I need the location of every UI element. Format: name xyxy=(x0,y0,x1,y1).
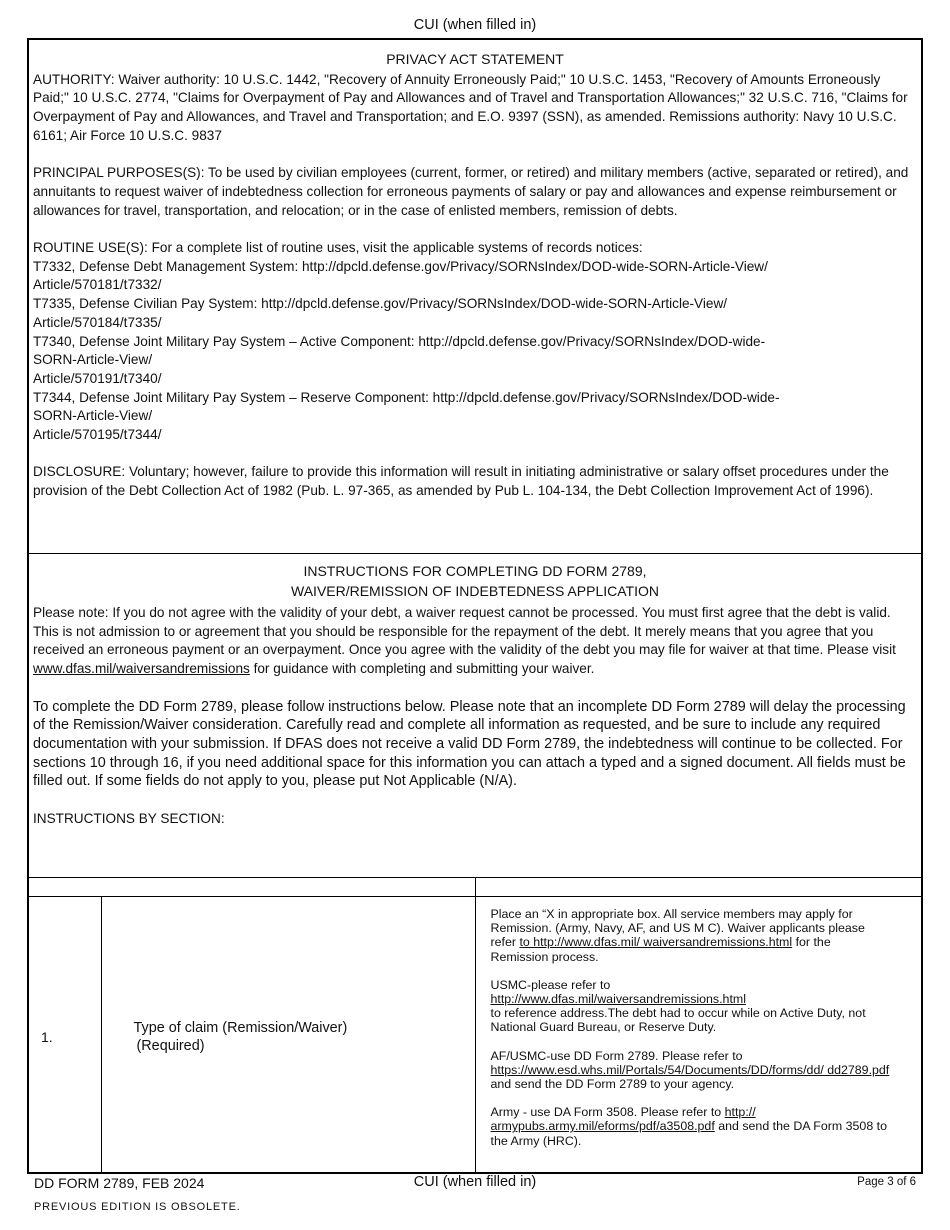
routine-line: SORN-Article-View/ xyxy=(33,408,153,424)
note-text: Please note: If you do not agree with the validity of your debt, a waiver request cannot be processed. You must first agree that the debt is valid. This is not admission to or agreement that you should be responsible for the repayment of the debt. It merely means that you agree that you received an erroneous payment or an overpayment. Once you agree with the validity of the debt you may file for waiver at that time. Please visit xyxy=(33,605,896,658)
routine-text: For a complete list of routine uses, visit the applicable systems of records notices: xyxy=(151,240,643,255)
privacy-act-statement xyxy=(29,40,921,554)
section-label: Type of claim (Remission/Waiver) xyxy=(133,1019,348,1036)
section-detail xyxy=(475,897,921,1175)
routine-line: T7340, Defense Joint Military Pay System – Active Component: http://dpcld.defense.gov/Privacy/SORNsIndex/DOD-wide- xyxy=(33,333,766,349)
waivers-link[interactable]: www.dfas.mil/waiversandremissions xyxy=(33,661,250,677)
authority-label: AUTHORITY: xyxy=(33,71,115,87)
page-number: Page 3 of 6 xyxy=(857,1176,916,1188)
table-header-spacer xyxy=(29,878,921,897)
please-note-paragraph xyxy=(33,604,917,679)
instructions-title xyxy=(33,562,917,601)
routine-line: SORN-Article-View/ xyxy=(33,352,153,368)
cui-marking-bottom: CUI (when filled in) xyxy=(413,1174,537,1190)
purposes-text: To be used by civilian employees (current, former, or retired) and military members (active, separated or retired), and annuitants to request waiver of indebtedness collection for erroneous payments of salary or pay and allowances and expense reimbursement or allowances for travel, transportation, and relocation; or in the case of enlisted members, remission of debts. xyxy=(33,165,909,218)
obsolete-notice: PREVIOUS EDITION IS OBSOLETE. xyxy=(34,1201,241,1213)
da3508-form-link[interactable]: http:// armypubs.army.mil/eforms/pdf/a3508.pdf xyxy=(490,1105,756,1134)
authority-paragraph xyxy=(33,71,917,146)
instructions-title-line2: WAIVER/REMISSION OF INDEBTEDNESS APPLICATION xyxy=(291,582,659,599)
routine-line: T7332, Defense Debt Management System: http://dpcld.defense.gov/Privacy/SORNsIndex/DOD-wide-SORN-Article-View/ xyxy=(33,258,768,274)
complete-instructions-paragraph: To complete the DD Form 2789, please follow instructions below. Please note that an incomplete DD Form 2789 will delay the processing of the Remission/Waiver consideration. Carefully read and complete all information as requested, and be sure to include any required documentation with your submission. If DFAS does not receive a valid DD Form 2789, the indebtedness will continue to be collected. For sections 10 through 16, if you need additional space for this information you can attach a typed and a signed document. All fields must be filled out. If some fields do not apply to you, please put Not Applicable (N/A). xyxy=(33,698,906,790)
routine-line: Article/570191/t7340/ xyxy=(33,370,162,386)
detail-paragraph-2 xyxy=(491,978,892,1035)
table-row xyxy=(29,897,921,1175)
dfas-waiver-link[interactable]: http://www.dfas.mil/waiversandremissions.html xyxy=(490,992,746,1007)
routine-uses-paragraph xyxy=(33,239,917,445)
form-id: DD FORM 2789, FEB 2024 xyxy=(34,1175,205,1191)
note-text-after: for guidance with completing and submitting your waiver. xyxy=(253,661,595,677)
purposes-label: PRINCIPAL PURPOSES(S): xyxy=(33,165,205,181)
detail-paragraph-4 xyxy=(491,1105,892,1148)
detail-paragraph-3 xyxy=(491,1049,892,1092)
routine-line: Article/570181/t7332/ xyxy=(33,277,162,293)
routine-line: T7335, Defense Civilian Pay System: http://dpcld.defense.gov/Privacy/SORNsIndex/DOD-wide-SORN-Article-View/ xyxy=(33,296,728,312)
purposes-paragraph xyxy=(33,164,917,220)
section-required: (Required) xyxy=(136,1037,205,1054)
section-number: 1. xyxy=(29,897,101,1175)
detail-text: for the Remission process. xyxy=(490,935,831,964)
detail-text: USMC-please refer to xyxy=(490,977,611,992)
by-section-label: INSTRUCTIONS BY SECTION: xyxy=(33,810,225,826)
cui-marking-top: CUI (when filled in) xyxy=(413,17,537,33)
dfas-remission-link[interactable]: to http://www.dfas.mil/ waiversandremissions.html xyxy=(519,935,793,950)
privacy-title: PRIVACY ACT STATEMENT xyxy=(386,51,564,67)
routine-line: T7344, Defense Joint Military Pay System – Reserve Component: http://dpcld.defense.gov/Privacy/SORNsIndex/DOD-wide- xyxy=(33,389,780,405)
detail-text: Army - use DA Form 3508. Please refer to xyxy=(490,1105,722,1120)
dd2789-form-link[interactable]: https://www.esd.whs.mil/Portals/54/Documents/DD/forms/dd/ dd2789.pdf xyxy=(490,1062,890,1077)
detail-text: and send the DD Form 2789 to your agency. xyxy=(490,1077,735,1092)
instructions-section xyxy=(29,554,921,877)
detail-text: to reference address.The debt had to occur while on Active Duty, not National Guard Bureau, or Reserve Duty. xyxy=(490,1006,866,1035)
routine-line: Article/570195/t7344/ xyxy=(33,427,162,443)
form-page xyxy=(27,38,923,1174)
disclosure-paragraph xyxy=(33,463,917,500)
detail-text: and send the DA Form 3508 to the Army (HRC). xyxy=(490,1119,887,1148)
disclosure-text: Voluntary; however, failure to provide this information will result in initiating administrative or salary offset procedures under the provision of the Debt Collection Act of 1982 (Pub. L. 97-365, as amended by Pub L. 104-134, the Debt Collection Improvement Act of 1996). xyxy=(33,464,889,499)
disclosure-label: DISCLOSURE: xyxy=(33,464,126,480)
section-label-cell xyxy=(101,897,475,1175)
authority-text: Waiver authority: 10 U.S.C. 1442, "Recovery of Annuity Erroneously Paid;" 10 U.S.C. 1453, "Recovery of Amounts Erroneously Paid;" 10 U.S.C. 2774, "Claims for Overpayment of Pay and Allowances and of Travel and Transportation Allowances;" 32 U.S.C. 716, "Claims for Overpayment of Pay and Allowances, and Travel and Transportation; and E.O. 9397 (SSN), as amended. Remissions authority: Navy 10 U.S.C. 6161; Air Force 10 U.S.C. 9837 xyxy=(33,71,908,143)
detail-paragraph-1 xyxy=(491,907,892,964)
routine-line: Article/570184/t7335/ xyxy=(33,314,162,330)
routine-label: ROUTINE USE(S): xyxy=(33,240,148,255)
instructions-title-line1: INSTRUCTIONS FOR COMPLETING DD FORM 2789, xyxy=(303,563,647,579)
section-instructions-table xyxy=(29,877,921,1174)
detail-text: Place an “X in appropriate box. All service members may apply for Remission. (Army, Navy, AF, and US M C). Waiver applicants please refer xyxy=(490,907,865,950)
detail-text: AF/USMC-use DD Form 2789. Please refer to xyxy=(490,1048,743,1063)
